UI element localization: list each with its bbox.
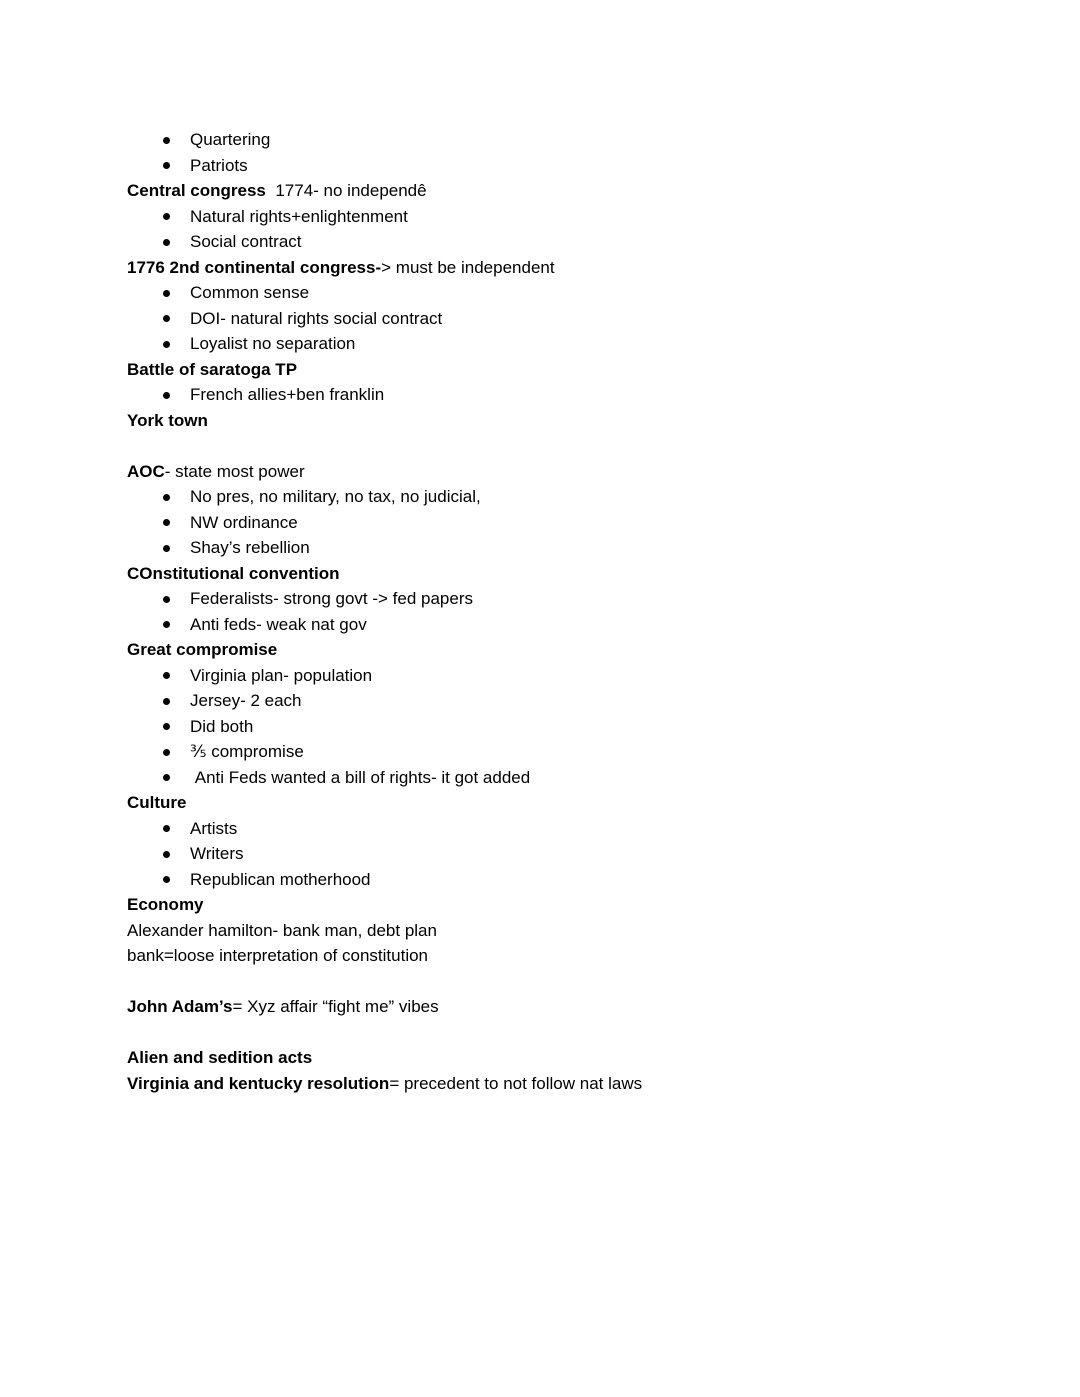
bullet-item (0, 382, 1080, 408)
text-line (0, 408, 1080, 434)
bullet-item (0, 586, 1080, 612)
bullet-item (0, 765, 1080, 791)
bullet-icon (163, 672, 170, 679)
text-segment: Patriots (190, 155, 248, 175)
bullet-icon (163, 545, 170, 552)
bullet-icon (163, 137, 170, 144)
bold-text-segment: Alien and sedition acts (127, 1048, 313, 1067)
text-line (0, 637, 1080, 663)
blank-line (0, 433, 1080, 459)
bullet-item (0, 306, 1080, 332)
text-segment: Anti Feds wanted a bill of rights- it got added (190, 767, 531, 787)
text-segment: Shay’s rebellion (190, 538, 310, 557)
bold-text-segment: 1776 2nd continental congress- (127, 257, 382, 277)
blank-line (0, 1020, 1080, 1046)
bold-text-segment: Culture (127, 793, 187, 812)
bold-text-segment: Economy (127, 895, 204, 914)
bullet-item (0, 816, 1080, 842)
bullet-item (0, 739, 1080, 765)
text-segment: Artists (190, 818, 238, 838)
text-segment: > must be independent (381, 257, 555, 277)
bullet-icon (163, 621, 170, 628)
bullet-item (0, 841, 1080, 867)
bullet-icon (163, 723, 170, 730)
text-segment: Anti feds- weak nat gov (190, 614, 367, 634)
bullet-icon (163, 774, 170, 781)
bullet-icon (163, 213, 170, 220)
text-segment: Virginia plan- population (190, 665, 373, 685)
bold-text-segment: AOC (127, 461, 165, 481)
bullet-icon (163, 825, 170, 832)
text-line (0, 178, 1080, 204)
text-segment: Loyalist no separation (190, 334, 356, 353)
text-line (0, 1071, 1080, 1097)
blank-line (0, 969, 1080, 995)
bullet-item (0, 510, 1080, 536)
bullet-icon (163, 239, 170, 246)
bullet-icon (163, 392, 170, 399)
bullet-icon (163, 341, 170, 348)
bold-text-segment: COnstitutional convention (127, 563, 340, 583)
text-segment: bank=loose interpretation of constitution (127, 946, 429, 965)
bullet-icon (163, 494, 170, 501)
bullet-icon (163, 290, 170, 297)
text-segment: Republican motherhood (190, 869, 371, 889)
text-line (0, 943, 1080, 969)
bullet-item (0, 280, 1080, 306)
bullet-item (0, 612, 1080, 638)
text-segment: Did both (190, 716, 254, 736)
text-line (0, 1045, 1080, 1071)
text-segment: = precedent to not follow nat laws (389, 1073, 643, 1093)
text-segment: Federalists- strong govt -> fed papers (190, 589, 473, 608)
bullet-icon (163, 698, 170, 705)
text-line (0, 892, 1080, 918)
bullet-icon (163, 851, 170, 858)
bullet-item (0, 127, 1080, 153)
text-segment: Writers (190, 844, 244, 863)
bullet-item (0, 204, 1080, 230)
text-segment: Common sense (190, 283, 310, 302)
bullet-item (0, 867, 1080, 893)
bullet-item (0, 153, 1080, 179)
bold-text-segment: Great compromise (127, 640, 278, 659)
bullet-icon (163, 315, 170, 322)
text-line (0, 357, 1080, 383)
bullet-icon (163, 162, 170, 169)
bold-text-segment: John Adam’s (127, 997, 233, 1016)
text-line (0, 918, 1080, 944)
bullet-icon (163, 519, 170, 526)
text-line (0, 561, 1080, 587)
bullet-icon (163, 876, 170, 883)
text-line (0, 459, 1080, 485)
text-segment: Quartering (190, 130, 271, 149)
text-segment: French allies+ben franklin (190, 385, 385, 404)
text-line (0, 255, 1080, 281)
text-segment: No pres, no military, no tax, no judicial, (190, 487, 481, 506)
bullet-item (0, 663, 1080, 689)
text-segment: Alexander hamilton- bank man, debt plan (127, 920, 437, 940)
text-line (0, 790, 1080, 816)
bullet-item (0, 535, 1080, 561)
bullet-item (0, 714, 1080, 740)
bold-text-segment: Central congress (127, 181, 266, 200)
bold-text-segment: Battle of saratoga TP (127, 359, 298, 379)
bullet-icon (163, 749, 170, 756)
bold-text-segment: Virginia and kentucky resolution (127, 1073, 390, 1093)
bullet-item (0, 229, 1080, 255)
text-segment: = Xyz affair “fight me” vibes (232, 997, 439, 1016)
bullet-item (0, 688, 1080, 714)
text-segment: DOI- natural rights social contract (190, 308, 443, 328)
text-segment: Jersey- 2 each (190, 691, 302, 710)
bullet-item (0, 484, 1080, 510)
text-line (0, 994, 1080, 1020)
text-segment: 1774- no independê (265, 181, 427, 200)
bullet-icon (163, 596, 170, 603)
bold-text-segment: York town (127, 410, 208, 430)
text-segment: Social contract (190, 232, 302, 251)
text-segment: Natural rights+enlightenment (190, 206, 408, 226)
text-segment: NW ordinance (190, 512, 298, 532)
text-segment: ⅗ compromise (190, 742, 304, 761)
text-segment: - state most power (164, 461, 305, 481)
bullet-item (0, 331, 1080, 357)
